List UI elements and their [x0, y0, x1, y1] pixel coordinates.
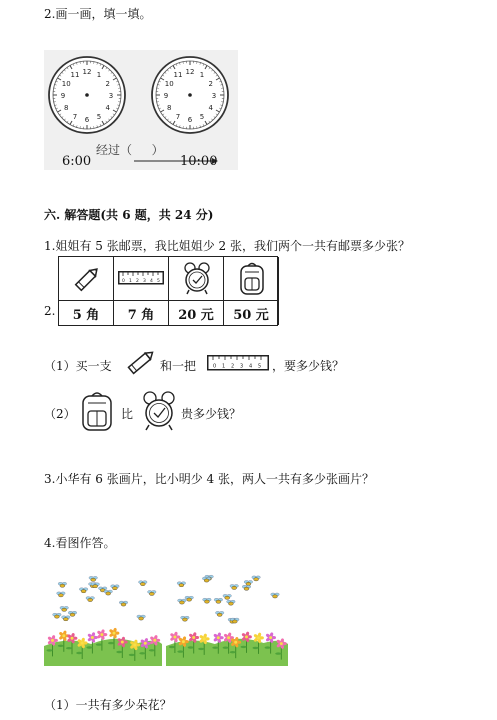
pencil-icon: [71, 263, 103, 295]
ruler-mark: 1: [222, 363, 226, 370]
bee-icon: [271, 593, 279, 598]
clock-number: 8: [63, 104, 69, 112]
bee-icon: [230, 585, 238, 590]
bee-icon: [223, 594, 231, 599]
clock-number: 5: [199, 112, 205, 121]
question-2-title: 2.画一画，填一填。: [44, 7, 152, 21]
bee-icon: [60, 606, 68, 611]
clock-number: 3: [211, 92, 217, 100]
bee-icon: [111, 585, 119, 590]
clock-left: [49, 57, 125, 133]
clock-right: [152, 57, 228, 133]
backpack-icon: [236, 261, 268, 297]
bee-icon: [119, 601, 127, 606]
clock-number: 12: [185, 68, 195, 76]
clock-number: 4: [208, 104, 214, 112]
bee-icon: [148, 591, 156, 596]
bee-icon: [79, 588, 87, 593]
ruler-mark: 0: [213, 363, 217, 370]
bee-icon: [185, 596, 193, 601]
clock-number: 8: [166, 104, 172, 112]
bee-icon: [244, 581, 252, 586]
clock-number: 2: [105, 80, 111, 88]
ruler-mark: 2: [136, 279, 139, 284]
sub-question-1-prefix: （1）买一支: [44, 359, 112, 373]
price-alarm-clock: 20 元: [178, 308, 214, 323]
end-time: 10:00: [180, 154, 218, 169]
bee-icon: [178, 599, 186, 604]
bee-icon: [227, 600, 235, 605]
flowers-bees-illustration: [166, 572, 288, 666]
clock-number: 7: [72, 112, 78, 121]
bee-icon: [242, 585, 250, 590]
bee-icon: [203, 598, 211, 603]
ruler-mark: 2: [231, 363, 235, 370]
ruler-mark: 3: [143, 279, 146, 284]
bee-icon: [53, 613, 61, 618]
flower-field-right: [166, 572, 288, 666]
clock-number: 5: [96, 112, 102, 121]
clock-number: 2: [208, 80, 214, 88]
bee-icon: [86, 597, 94, 602]
question-4-title: 4.看图作答。: [44, 536, 116, 550]
question-4-sub-1: （1）一共有多少朵花？: [44, 698, 172, 712]
ruler-icon: [207, 355, 269, 371]
bee-icon: [137, 615, 145, 620]
clock-number: 1: [96, 71, 102, 80]
bee-icon: [58, 582, 66, 587]
ruler-mark: 5: [157, 279, 160, 284]
price-cell-pencil: [59, 257, 114, 325]
clock-number: 6: [84, 116, 90, 124]
bee-icon: [252, 576, 260, 581]
price-pencil: 5 角: [72, 308, 100, 323]
clock-number: 10: [61, 80, 71, 88]
ruler-mark: 4: [249, 363, 253, 370]
start-time: 6:00: [62, 154, 92, 169]
price-table: [58, 256, 278, 326]
bee-icon: [202, 577, 210, 582]
clock-number: 10: [164, 80, 174, 88]
price-cell-alarm-clock: [169, 257, 224, 325]
price-cell-ruler: [114, 257, 169, 325]
elapsed-label: 经过（ ）: [96, 143, 164, 157]
section-6-heading: 六. 解答题(共 6 题，共 24 分): [44, 208, 214, 222]
price-ruler: 7 角: [127, 308, 155, 323]
clock-number: 12: [82, 68, 92, 76]
bee-icon: [181, 616, 189, 621]
bee-icon: [57, 592, 65, 597]
sub-question-1-middle: 和一把: [160, 359, 197, 373]
question-3-text: 3.小华有 6 张画片，比小明少 4 张，两人一共有多少张画片？: [44, 472, 374, 486]
flower-field-left: [44, 572, 162, 666]
clock-center-dot: [188, 93, 192, 97]
clock-number: 1: [199, 71, 205, 80]
clock-number: 6: [187, 116, 193, 124]
ruler-icon: [118, 271, 164, 285]
sub-question-2-middle: 比: [121, 407, 134, 421]
bee-icon: [89, 576, 97, 581]
alarm-clock-icon: [181, 261, 213, 297]
table-divider: [59, 300, 277, 301]
sub-question-2-prefix: （2）: [44, 407, 76, 421]
question-1-text: 1.姐姐有 5 张邮票，我比姐姐少 2 张，我们两个一共有邮票多少张？: [44, 239, 410, 253]
ruler-mark: 3: [240, 363, 244, 370]
bee-icon: [62, 616, 70, 621]
clock-figure: [44, 50, 238, 170]
ruler-mark: 4: [150, 279, 153, 284]
clock-number: 9: [60, 92, 66, 100]
clock-number: 7: [175, 112, 181, 121]
alarm-clock-icon: [139, 390, 179, 434]
bee-icon: [216, 611, 224, 616]
price-cell-backpack: [224, 257, 279, 325]
bee-icon: [104, 590, 112, 595]
sub-question-1-suffix: ，要多少钱？: [272, 359, 345, 373]
bee-icon: [139, 581, 147, 586]
clock-center-dot: [85, 93, 89, 97]
ruler-mark: 0: [122, 279, 125, 284]
clock-number: 9: [163, 92, 169, 100]
sub-question-2-suffix: 贵多少钱？: [181, 407, 242, 421]
pencil-icon: [124, 347, 158, 377]
flowers-bees-illustration: [44, 572, 162, 666]
clock-number: 11: [173, 71, 183, 80]
bee-icon: [68, 611, 76, 616]
ruler-mark: 5: [258, 363, 262, 370]
price-backpack: 50 元: [233, 308, 269, 323]
ruler-mark: 1: [129, 279, 132, 284]
bee-icon: [214, 598, 222, 603]
clock-number: 3: [108, 92, 114, 100]
bee-icon: [177, 582, 185, 587]
clock-number: 4: [105, 104, 111, 112]
backpack-icon: [78, 390, 116, 434]
question-2b-number: 2.: [44, 304, 56, 318]
clock-number: 11: [70, 71, 80, 80]
